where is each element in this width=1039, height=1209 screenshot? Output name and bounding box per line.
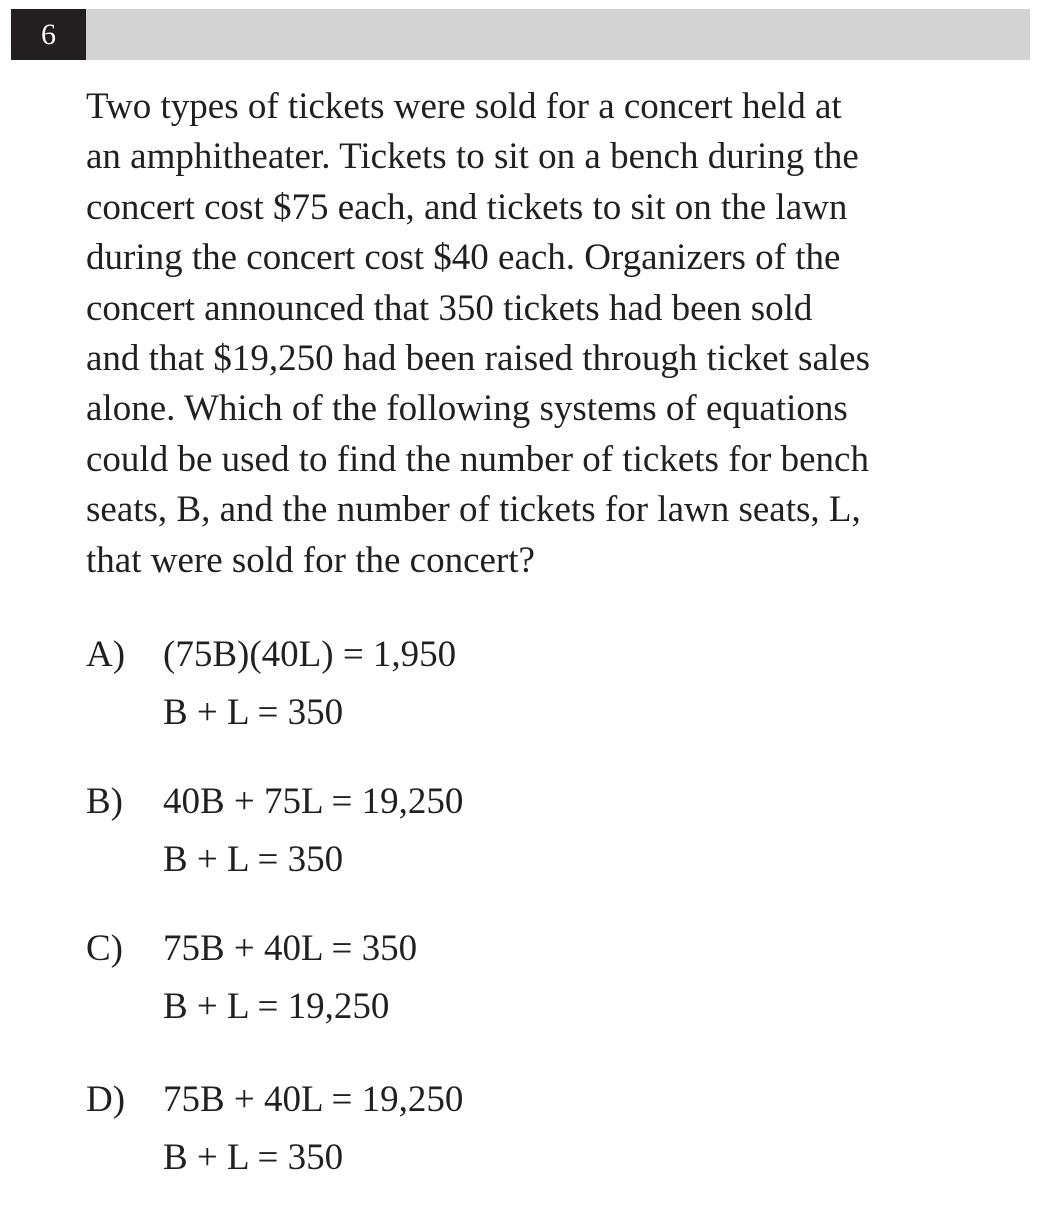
question-line: seats, B, and the number of tickets for lawn seats, L,	[86, 489, 861, 531]
choice-equations	[163, 773, 463, 889]
equation: B + L = 350	[163, 1137, 344, 1178]
question-line: alone. Which of the following systems of equations	[86, 388, 848, 430]
question-line: and that $19,250 had been raised through ticket sales	[86, 338, 870, 380]
choice-letter: C)	[86, 928, 123, 969]
question-line: an amphitheater. Tickets to sit on a bench during the	[86, 136, 859, 178]
question-line: during the concert cost $40 each. Organizers of the	[86, 237, 841, 279]
choice-letter: B)	[86, 781, 123, 822]
choice-letter: D)	[86, 1079, 126, 1120]
question-number: 6	[11, 9, 86, 60]
question-line: that were sold for the concert?	[86, 539, 535, 581]
choice-letter: A)	[86, 634, 126, 675]
equation: B + L = 19,250	[163, 986, 390, 1027]
question-stem	[86, 82, 1026, 586]
question-line: concert announced that 350 tickets had been sold	[86, 287, 813, 329]
equation: (75B)(40L) = 1,950	[163, 634, 457, 675]
choice-equations	[163, 1071, 463, 1187]
question-header-bar	[11, 9, 1030, 60]
equation: 75B + 40L = 19,250	[163, 1079, 464, 1120]
equation: B + L = 350	[163, 839, 344, 880]
question-line: Two types of tickets were sold for a concert held at	[86, 86, 842, 127]
question-line: concert cost $75 each, and tickets to sit on the lawn	[86, 186, 848, 228]
question-line: could be used to find the number of tickets for bench	[86, 438, 869, 480]
choice-equations	[163, 626, 456, 742]
equation: B + L = 350	[163, 692, 344, 733]
equation: 40B + 75L = 19,250	[163, 781, 464, 822]
equation: 75B + 40L = 350	[163, 928, 418, 969]
choice-equations	[163, 920, 417, 1036]
